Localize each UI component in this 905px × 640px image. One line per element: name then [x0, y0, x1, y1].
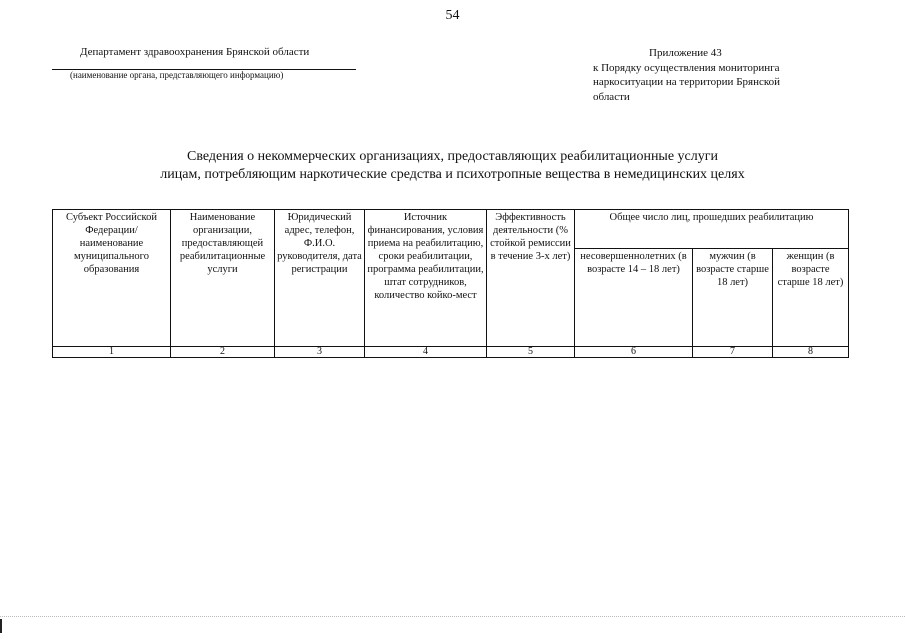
- scan-artifact-line: [0, 616, 905, 619]
- table-header-row: [53, 210, 849, 249]
- appendix-block: [593, 46, 780, 104]
- subcolumn-header: женщин (в возрасте старше 18 лет): [773, 249, 849, 347]
- department-caption: (наименование органа, представляющего информацию): [70, 70, 284, 80]
- heading-line-2: лицам, потребляющим наркотические средства и психотропные вещества в немедицинских целях: [160, 167, 745, 182]
- column-number: 8: [773, 347, 849, 358]
- column-header: Эффективность деятельности (% стойкой ремиссии в течение 3-х лет): [487, 210, 575, 347]
- document-heading: [0, 148, 905, 184]
- page-number: 54: [445, 8, 460, 23]
- appendix-line: наркоситуации на территории Брянской: [593, 76, 781, 88]
- heading-line-1: Сведения о некоммерческих организациях, предоставляющих реабилитационные услуги: [186, 149, 718, 164]
- column-number: 6: [575, 347, 693, 358]
- column-number: 7: [693, 347, 773, 358]
- group-header: Общее число лиц, прошедших реабилитацию: [575, 210, 849, 249]
- column-number-row: [53, 347, 849, 358]
- appendix-line: к Порядку осуществления мониторинга: [593, 61, 780, 74]
- column-number: 4: [365, 347, 487, 358]
- column-header: Юридический адрес, телефон, Ф.И.О. руководителя, дата регистрации: [275, 210, 365, 347]
- appendix-line: области: [593, 90, 630, 103]
- column-number: 2: [171, 347, 275, 358]
- column-number: 3: [275, 347, 365, 358]
- subcolumn-header: мужчин (в возрасте старше 18 лет): [693, 249, 773, 347]
- column-number: 5: [487, 347, 575, 358]
- subcolumn-header: несовершеннолетних (в возрасте 14 – 18 лет): [575, 249, 693, 347]
- column-header: Субъект Российской Федерации/ наименование муниципального образования: [53, 210, 171, 347]
- department-name: Департамент здравоохранения Брянской области: [80, 46, 310, 58]
- appendix-title: Приложение 43: [649, 47, 722, 59]
- column-header: Источник финансирования, условия приема на реабилитацию, сроки реабилитации, программа реабилитации, штат сотрудников, количество койко-мест: [365, 210, 487, 347]
- report-table: [52, 209, 849, 358]
- column-header: Наименование организации, предоставляющей реабилитационные услуги: [171, 210, 275, 347]
- column-number: 1: [53, 347, 171, 358]
- scan-edge-mark: [0, 619, 2, 633]
